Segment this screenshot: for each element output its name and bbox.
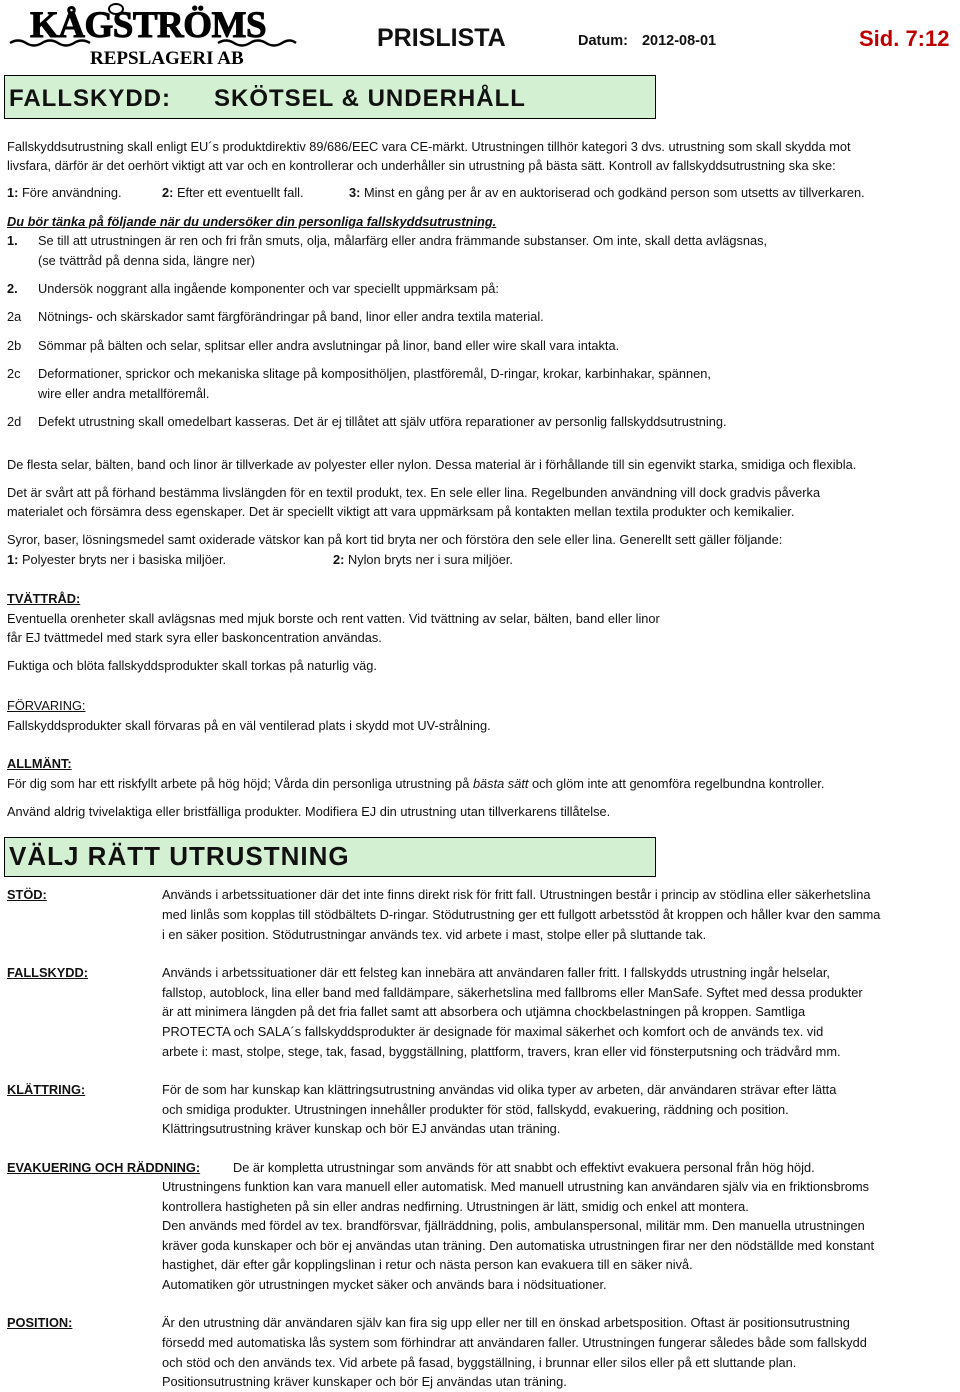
stod-label: STÖD:	[7, 887, 47, 902]
material-list-item	[7, 552, 226, 567]
fallskydd-text: arbete i: mast, stolpe, stege, tak, fasad, byggställning, plattform, travers, kran eller vid fönsterputsning och trädvård mm.	[162, 1044, 841, 1059]
section-title-b: SKÖTSEL & UNDERHÅLL	[214, 85, 526, 112]
evakuering-text: kontrollera hastigheten på sin eller andras nedfirning. Utrustningen är lätt, smidig och enkel att montera.	[162, 1199, 749, 1214]
klattring-text: För de som har kunskap kan klättringsutrustning användas vid olika typer av arbeten, där användaren strävar efter lätta	[162, 1082, 837, 1097]
material-text: Nylon bryts ner i sura miljöer.	[347, 552, 513, 567]
date-block	[578, 33, 730, 49]
position-text: och stöd och den används tex. Vid arbete på fasad, byggställning, i brunnar eller silos eller på ett sluttande plan.	[162, 1355, 797, 1370]
item-num: 2b	[7, 338, 22, 353]
material-text: Polyester bryts ner i basiska miljöer.	[21, 552, 227, 567]
general-text-post: och glöm inte att genomföra regelbundna kontroller.	[528, 776, 825, 791]
page-title: PRISLISTA	[377, 24, 506, 52]
klattring-text: och smidiga produkter. Utrustningen innehåller produkter för stöd, fallskydd, evakuering, räddning och position.	[162, 1102, 789, 1117]
evakuering-text: hastighet, där efter går kopplingslinan i retur och nästa person kan evakuera till en säker nivå.	[162, 1257, 693, 1272]
evakuering-text: kräver goda kunskaper och bör ej användas utan träning. Den automatiska utrustningen firar ner den nödställde med konstant	[162, 1238, 875, 1253]
material-num: 2:	[333, 552, 345, 567]
material-paragraph: Syror, baser, lösningsmedel samt oxiderade vätskor kan på kort tid bryta ner och förstöra den sele eller lina. Generellt sett gäller följande:	[7, 532, 783, 547]
section-banner-equipment	[4, 837, 656, 877]
intro-line: livsfara, därför är det oerhört viktigt att var och en kontrollerar och underhåller sin utrustning på bästa sätt. Kontroll av fallskyddsutrustning ska ske:	[7, 158, 836, 173]
date-label: Datum:	[578, 33, 628, 49]
item-text: wire eller andra metallföremål.	[38, 386, 210, 401]
logo-subtitle: REPSLAGERI AB	[90, 48, 244, 69]
item-text: Nötnings- och skärskador samt färgförändringar på band, linor eller andra textila material.	[38, 309, 544, 324]
general-text	[7, 776, 824, 791]
material-paragraph: De flesta selar, bälten, band och linor är tillverkade av polyester eller nylon. Dessa material är i förhållande till sin egenvikt starka, smidiga och flexibla.	[7, 457, 857, 472]
check-num: 1:	[7, 185, 19, 200]
stod-text: i en säker position. Stödutrustningar används tex. vid arbete i mast, stolpe eller på sluttande tak.	[162, 927, 707, 942]
general-heading: ALLMÄNT:	[7, 756, 72, 771]
material-list-item	[333, 552, 513, 567]
check-num: 2:	[162, 185, 174, 200]
evakuering-text: Den används med fördel av tex. brandförsvar, fjällräddning, polis, ambulanspersonal, militär mm. Den manuella utrustningen	[162, 1218, 865, 1233]
position-label: POSITION:	[7, 1315, 73, 1330]
logo-name: KÅGSTRÖMS	[30, 5, 267, 46]
storage-text: Fallskyddsprodukter skall förvaras på en väl ventilerad plats i skydd mot UV-strålning.	[7, 718, 491, 733]
item-text: Se till att utrustningen är ren och fri från smuts, olja, målarfärg eller andra främmande substanser. Om inte, skall detta avlägsnas,	[38, 233, 768, 248]
check-text: Minst en gång per år av en auktoriserad och godkänd person som utsetts av tillverkaren.	[363, 185, 865, 200]
storage-heading: FÖRVARING:	[7, 698, 86, 713]
general-text-2: Använd aldrig tvivelaktiga eller bristfälliga produkter. Modifiera EJ din utrustning utan tillverkarens tillåtelse.	[7, 804, 611, 819]
section-title-a: FALLSKYDD:	[9, 85, 171, 112]
inspection-heading: Du bör tänka på följande när du undersöker din personliga fallskyddsutrustning.	[7, 214, 497, 229]
stod-text: med linlås som kopplas till stödbältets D-ringar. Stödutrustning ger ett fullgott arbetsstöd åt kroppen och håller kvar den samma	[162, 907, 881, 922]
check-item	[162, 185, 304, 200]
item-text: Deformationer, sprickor och mekaniska slitage på komposithöljen, plastföremål, D-ringar, krokar, karbinhakar, spännen,	[38, 366, 711, 381]
company-logo	[8, 2, 308, 76]
wash-heading: TVÄTTRÅD:	[7, 591, 81, 606]
general-text-emphasis: bästa sätt	[472, 776, 529, 791]
item-num: 2.	[7, 281, 18, 296]
evakuering-label: EVAKUERING OCH RÄDDNING:	[7, 1160, 201, 1175]
item-num: 1.	[7, 233, 18, 248]
position-text: Är den utrustning där användaren själv kan fira sig upp eller ner till en önskad arbetsposition. Oftast är positionsutrustning	[162, 1315, 850, 1330]
item-text: Undersök noggrant alla ingående komponenter och var speciellt uppmärksam på:	[38, 281, 499, 296]
material-paragraph: materialet och försämra dess egenskaper. Det är speciellt viktigt att vara uppmärksam på kontakten mellan textila produkter och kemikalier.	[7, 504, 795, 519]
check-item	[7, 185, 122, 200]
material-paragraph: Det är svårt att på förhand bestämma livslängden för en textil produkt, tex. En sele eller lina. Regelbunden användning vill dock gradvis påverka	[7, 485, 821, 500]
klattring-text: Klättringsutrustning kräver kunskap och bör EJ användas utan träning.	[162, 1121, 561, 1136]
evakuering-text: Utrustningens funktion kan vara manuell eller automatisk. Med manuell utrustning kan användaren själv via en friktionsbroms	[162, 1179, 870, 1194]
wash-dry-text: Fuktiga och blöta fallskyddsprodukter skall torkas på naturlig väg.	[7, 658, 377, 673]
position-text: Positionsutrustning kräver kunskaper och bör Ej användas utan träning.	[162, 1374, 567, 1389]
check-item	[349, 185, 865, 200]
item-num: 2c	[7, 366, 21, 381]
wash-text: får EJ tvättmedel med stark syra eller baskoncentration användas.	[7, 630, 382, 645]
fallskydd-label: FALLSKYDD:	[7, 965, 89, 980]
stod-text: Används i arbetssituationer där det inte finns direkt risk för fritt fall. Utrustningen består i princip av stödlina eller säkerhetslina	[162, 887, 871, 902]
material-num: 1:	[7, 552, 19, 567]
check-text: Efter ett eventuellt fall.	[176, 185, 304, 200]
item-text: Sömmar på bälten och selar, splitsar eller andra avslutningar på linor, band eller wire skall vara intakta.	[38, 338, 620, 353]
section-banner-care	[4, 75, 656, 119]
evakuering-text: Automatiken gör utrustningen mycket säker och används bara i nödsituationer.	[162, 1277, 607, 1292]
klattring-label: KLÄTTRING:	[7, 1082, 86, 1097]
fallskydd-text: fallstop, autoblock, lina eller band med falldämpare, säkerhetslina med fallbroms eller ManSafe. Syftet med dessa produkter	[162, 985, 863, 1000]
fallskydd-text: PROTECTA och SALA´s fallskyddsprodukter är designade för maximal säkerhet och komfort och de används tex. vid	[162, 1024, 824, 1039]
position-text: försedd med automatiska lås system som förhindrar att användaren faller. Utrustningen fungerar således både som fallskydd	[162, 1335, 867, 1350]
general-text-pre: För dig som har ett riskfyllt arbete på hög höjd; Vårda din personliga utrustning på	[7, 776, 473, 791]
check-text: Före användning.	[21, 185, 122, 200]
fallskydd-text: är att minimera längden på det fria fallet samt att absorbera och utjämna chockbelastningen på kroppen. Samtliga	[162, 1004, 806, 1019]
section-title: VÄLJ RÄTT UTRUSTNING	[9, 841, 350, 871]
page-number: Sid. 7:12	[859, 26, 950, 51]
intro-line: Fallskyddsutrustning skall enligt EU´s produktdirektiv 89/686/EEC vara CE-märkt. Utrustningen tillhör kategori 3 dvs. utrustning som skall skydda mot	[7, 139, 851, 154]
fallskydd-text: Används i arbetssituationer där ett felsteg kan innebära att användaren faller fritt. I fallskydds utrustning ingår helselar,	[162, 965, 830, 980]
check-num: 3:	[349, 185, 361, 200]
date-value: 2012-08-01	[641, 33, 717, 49]
item-text: Defekt utrustning skall omedelbart kasseras. Det är ej tillåtet att själv utföra reparationer av personlig fallskyddsutrustning.	[38, 414, 727, 429]
item-num: 2a	[7, 309, 22, 324]
wash-text: Eventuella orenheter skall avlägsnas med mjuk borste och rent vatten. Vid tvättning av selar, bälten, band eller linor	[7, 611, 660, 626]
evakuering-text: De är kompletta utrustningar som används för att snabbt och effektivt evakuera personal från hög höjd.	[233, 1160, 815, 1175]
item-text: (se tvättråd på denna sida, längre ner)	[38, 253, 255, 268]
item-num: 2d	[7, 414, 22, 429]
